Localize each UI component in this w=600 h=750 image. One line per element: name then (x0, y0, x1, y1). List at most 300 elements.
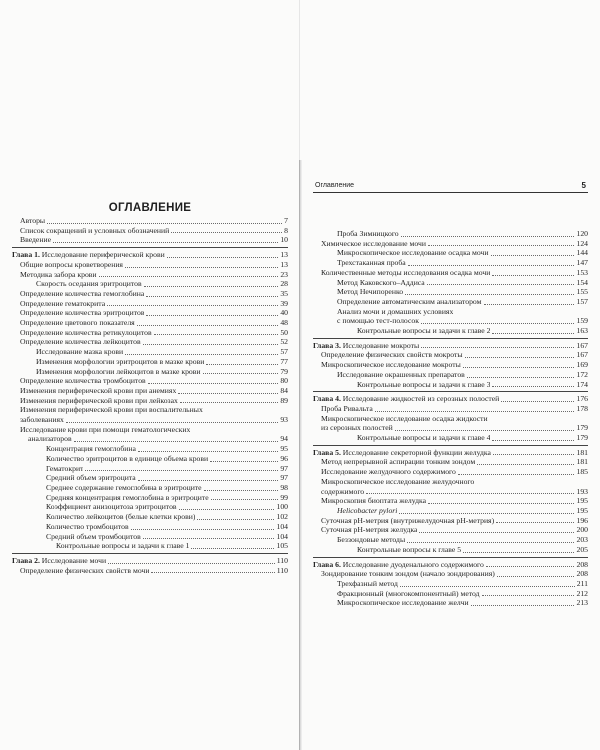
chapter-label: Глава 1. (12, 250, 40, 260)
toc-page-number: 97 (280, 463, 288, 473)
toc-entry (12, 386, 288, 396)
toc-entry (12, 367, 288, 377)
toc-divider (313, 338, 588, 339)
toc-page-number: 105 (276, 541, 288, 551)
toc-entry-text: Контрольные вопросы и задачи к главе 2 (357, 326, 491, 336)
toc-entry-text: Анализ мочи и домашних условиях (337, 306, 454, 316)
toc-chapter-entry (313, 560, 588, 570)
toc-entry-text: Определение количества гемоглобина (20, 288, 145, 298)
toc-entry-text: Количество лейкоцитов (белые клетки крови) (46, 512, 196, 522)
toc-page-number: 102 (276, 512, 288, 522)
toc-page-number: 48 (280, 318, 288, 328)
toc-title: ОГЛАВЛЕНИЕ (108, 202, 192, 214)
toc-entry-text: Химическое исследование мочи (321, 238, 426, 248)
leader-dots (180, 402, 278, 403)
toc-page-number: 57 (280, 347, 288, 357)
toc-entry (12, 299, 288, 309)
toc-entry (12, 473, 288, 483)
toc-entry (313, 589, 588, 599)
toc-page-number: 79 (280, 366, 288, 376)
chapter-label: Глава 2. (12, 555, 40, 565)
leader-dots (501, 401, 574, 402)
toc-entry-text: с помощью тест-полосок (337, 316, 419, 326)
toc-page-number: 195 (576, 505, 588, 515)
toc-entry-text: Метод Нечипоренко (337, 287, 404, 297)
toc-entry-text: Гематокрит (46, 463, 84, 473)
leader-dots (428, 245, 574, 246)
toc-entry (313, 414, 588, 424)
toc-page-number: 208 (576, 569, 588, 579)
toc-page-number: 104 (276, 531, 288, 541)
toc-entry-text: Микроскопическое исследование желудочного (321, 476, 475, 486)
toc-divider (313, 391, 588, 392)
running-head (313, 181, 588, 193)
toc-entry-text: Общие вопросы кроветворения (20, 259, 123, 269)
toc-page-number: 99 (280, 492, 288, 502)
toc-entry-text: Изменения периферической крови при воспалительных (20, 405, 203, 415)
leader-dots (492, 440, 574, 441)
toc-page-number: 159 (576, 316, 588, 326)
toc-right (313, 229, 588, 608)
leader-dots (375, 411, 575, 412)
toc-entry (12, 493, 288, 503)
toc-entry (313, 326, 588, 336)
toc-entry (313, 433, 588, 443)
toc-entry-text: Суточная рН-метрия (внутрижелудочная рН-метрия) (321, 515, 495, 525)
toc-page-number: 50 (280, 327, 288, 337)
leader-dots (405, 294, 574, 295)
leader-dots (151, 572, 274, 573)
toc-chapter-entry (313, 341, 588, 351)
toc-entry-text: Фракционный (многокомпонентный) метод (337, 588, 480, 598)
toc-entry (12, 376, 288, 386)
leader-dots (191, 548, 274, 549)
toc-chapter-entry (313, 394, 588, 404)
toc-page-number: 205 (576, 544, 588, 554)
toc-page-number: 167 (576, 340, 588, 350)
toc-page-number: 193 (576, 486, 588, 496)
toc-page-number: 178 (576, 403, 588, 413)
toc-entry-text: Беззондовые методы (337, 535, 406, 545)
toc-page-number: 77 (280, 356, 288, 366)
toc-entry (12, 235, 288, 245)
toc-entry (313, 457, 588, 467)
toc-entry (12, 425, 288, 435)
toc-page-number: 155 (576, 287, 588, 297)
toc-entry (12, 289, 288, 299)
toc-entry-text: Средняя концентрация гемоглобина в эритроците (46, 492, 209, 502)
toc-page-number: 13 (280, 259, 288, 269)
toc-entry (313, 316, 588, 326)
toc-entry-text: Исследование мазка крови (36, 347, 124, 357)
toc-page-number: 181 (576, 457, 588, 467)
toc-page-number: 120 (576, 229, 588, 238)
toc-entry (12, 260, 288, 270)
leader-dots (206, 364, 278, 365)
toc-page-number: 203 (576, 535, 588, 545)
toc-page-number: 95 (280, 444, 288, 454)
toc-entry-text: Концентрация гемоглобина (46, 444, 136, 454)
toc-page-number: 195 (576, 496, 588, 506)
toc-entry (313, 258, 588, 268)
leader-dots (211, 499, 279, 500)
toc-entry (313, 525, 588, 535)
toc-left (12, 216, 288, 575)
toc-entry-text: Микроскопическое исследование мокроты (321, 360, 461, 370)
leader-dots (463, 367, 575, 368)
toc-entry-text: Список сокращений и условных обозначений (20, 225, 170, 235)
leader-dots (482, 595, 575, 596)
toc-page-number: 39 (280, 298, 288, 308)
toc-chapter-entry (313, 448, 588, 458)
leader-dots (492, 275, 574, 276)
toc-entry (313, 569, 588, 579)
leader-dots (421, 347, 574, 348)
toc-entry-text: Трехфазный метод (337, 578, 398, 588)
toc-entry (313, 370, 588, 380)
toc-entry (313, 248, 588, 258)
toc-entry-text: из серозных полостей (321, 423, 393, 433)
toc-divider (313, 557, 588, 558)
toc-entry-text: Введение (20, 235, 51, 245)
toc-divider (12, 247, 288, 248)
toc-page-number: 157 (576, 296, 588, 306)
toc-entry-text: Определение физических свойств мочи (20, 565, 150, 575)
leader-dots (400, 586, 575, 587)
leader-dots (99, 276, 279, 277)
toc-divider (313, 445, 588, 446)
toc-entry-text: Исследование периферической крови (41, 250, 165, 260)
toc-entry-text: Проба Ривальта (321, 403, 373, 413)
toc-entry-text: Авторы (20, 216, 46, 225)
chapter-label: Глава 4. (313, 394, 341, 404)
leader-dots (167, 257, 279, 258)
page-number: 5 (581, 181, 586, 190)
toc-entry (313, 516, 588, 526)
toc-entry (12, 464, 288, 474)
toc-entry (313, 496, 588, 506)
toc-page-number: 144 (576, 248, 588, 258)
toc-page-number: 163 (576, 326, 588, 336)
toc-entry (12, 566, 288, 576)
toc-page-number: 212 (576, 588, 588, 598)
leader-dots (493, 454, 575, 455)
toc-entry (313, 535, 588, 545)
toc-entry-text: Метод непрерывной аспирации тонким зондом (321, 457, 476, 467)
toc-entry (313, 598, 588, 608)
toc-entry (12, 405, 288, 415)
toc-entry (12, 444, 288, 454)
toc-page-number: 153 (576, 267, 588, 277)
toc-entry (12, 415, 288, 425)
toc-page-number: 96 (280, 453, 288, 463)
leader-dots (395, 430, 575, 431)
toc-entry (12, 318, 288, 328)
toc-entry-text: Средний объем эритроцита (46, 473, 136, 483)
toc-entry-text: Определение количества лейкоцитов (20, 337, 141, 347)
leader-dots (477, 464, 574, 465)
toc-page-number: 13 (280, 250, 288, 260)
toc-entry-text: Исследование мочи (41, 555, 107, 565)
toc-page-number: 179 (576, 433, 588, 443)
toc-entry (313, 239, 588, 249)
toc-page-number: 147 (576, 258, 588, 268)
toc-page-number: 35 (280, 288, 288, 298)
toc-entry (313, 297, 588, 307)
leader-dots (179, 509, 275, 510)
toc-entry-text: Исследование жидкостей из серозных полостей (342, 394, 500, 404)
toc-entry-text: Определение количества ретикулоцитов (20, 327, 152, 337)
leader-dots (146, 315, 278, 316)
toc-entry-text: Исследование окрашенных препаратов (337, 369, 465, 379)
toc-entry-text: Исследование дуоденального содержимого (342, 559, 484, 569)
leader-dots (492, 333, 574, 334)
toc-entry (313, 423, 588, 433)
leader-dots (143, 538, 275, 539)
toc-page-number: 213 (576, 598, 588, 608)
toc-entry-text: Определение количества эритроцитов (20, 308, 145, 318)
toc-entry-text: Исследование мокроты (342, 340, 420, 350)
leader-dots (484, 304, 575, 305)
toc-page-number: 124 (576, 238, 588, 248)
toc-page-number: 98 (280, 482, 288, 492)
toc-entry (12, 216, 288, 226)
leader-dots (138, 451, 278, 452)
toc-page-number: 100 (276, 502, 288, 512)
toc-entry-text: Количественные методы исследования осадка мочи (321, 267, 491, 277)
toc-entry-text: Количество эритроцитов в единице объема крови (46, 453, 209, 463)
toc-entry-text: Зондирование тонким зондом (начало зондирования) (321, 569, 495, 579)
toc-page-number: 172 (576, 369, 588, 379)
page-fold (299, 160, 302, 750)
toc-entry-text: Контрольные вопросы к главе 5 (357, 544, 462, 554)
toc-entry (12, 270, 288, 280)
leader-dots (421, 323, 575, 324)
toc-entry (313, 487, 588, 497)
toc-page-number: 80 (280, 376, 288, 386)
toc-page-number: 97 (280, 473, 288, 483)
toc-entry (12, 279, 288, 289)
toc-entry (12, 541, 288, 551)
leader-dots (203, 373, 279, 374)
toc-page-number: 40 (280, 308, 288, 318)
leader-dots (467, 377, 575, 378)
leader-dots (366, 493, 574, 494)
toc-entry (12, 308, 288, 318)
leader-dots (108, 563, 275, 564)
toc-entry (12, 396, 288, 406)
toc-entry (12, 226, 288, 236)
toc-entry-text: Исследование крови при помощи гематологических (20, 424, 191, 434)
toc-entry (313, 477, 588, 487)
toc-entry (313, 380, 588, 390)
toc-entry-text: Определение гематокрита (20, 298, 106, 308)
toc-entry-text: анализаторов (28, 434, 72, 444)
leader-dots (154, 334, 279, 335)
toc-entry (12, 483, 288, 493)
leader-dots (74, 441, 279, 442)
toc-entry-text: содержимого (321, 486, 365, 496)
toc-entry-text: Определение количества тромбоцитов (20, 376, 146, 386)
toc-page-number: 23 (280, 269, 288, 279)
toc-entry-text: Изменения периферической крови при лейкозах (20, 395, 178, 405)
toc-page-number: 7 (284, 216, 288, 225)
toc-page-number: 94 (280, 434, 288, 444)
toc-chapter-entry (12, 556, 288, 566)
leader-dots (125, 354, 278, 355)
leader-dots (428, 503, 574, 504)
leader-dots (471, 605, 575, 606)
toc-entry-text: Контрольные вопросы и задачи к главе 3 (357, 379, 491, 389)
toc-entry (313, 467, 588, 477)
toc-entry (313, 278, 588, 288)
leader-dots (107, 305, 278, 306)
toc-entry-text: Суточная рН-метрия желудка (321, 525, 418, 535)
toc-entry-text: Микроскопическое исследование осадка мочи (337, 248, 489, 258)
leader-dots (419, 532, 574, 533)
leader-dots (497, 576, 575, 577)
toc-entry-text: Исследование желудочного содержимого (321, 467, 456, 477)
page-fold-top (299, 0, 300, 160)
leader-dots (401, 236, 575, 237)
toc-entry (313, 545, 588, 555)
chapter-label: Глава 6. (313, 559, 341, 569)
toc-page-number: 154 (576, 277, 588, 287)
toc-page-number: 208 (576, 559, 588, 569)
toc-page-number: 52 (280, 337, 288, 347)
toc-entry-text: Трехстаканная проба (337, 258, 406, 268)
toc-entry (313, 229, 588, 239)
toc-entry-text: заболеваниях (20, 415, 64, 425)
toc-page-number: 179 (576, 423, 588, 433)
leader-dots (486, 566, 575, 567)
leader-dots (496, 522, 574, 523)
toc-entry (313, 579, 588, 589)
toc-entry (313, 360, 588, 370)
toc-entry (313, 350, 588, 360)
leader-dots (131, 529, 275, 530)
toc-entry-text: Средний объем тромбоцитов (46, 531, 141, 541)
leader-dots (408, 265, 575, 266)
toc-entry-text: Определение физических свойств мокроты (321, 350, 463, 360)
toc-entry (12, 347, 288, 357)
toc-page-number: 167 (576, 350, 588, 360)
toc-entry (12, 434, 288, 444)
toc-entry (12, 532, 288, 542)
toc-entry (12, 357, 288, 367)
toc-entry-text: Контрольные вопросы и задачи к главе 1 (56, 541, 190, 551)
toc-entry (313, 268, 588, 278)
toc-entry-text: Изменения морфологии эритроцитов в мазке крови (36, 356, 205, 366)
toc-page-number: 181 (576, 447, 588, 457)
toc-page-number: 10 (280, 235, 288, 245)
toc-entry-text: Методика забора крови (20, 269, 97, 279)
toc-page-number: 196 (576, 515, 588, 525)
chapter-label: Глава 5. (313, 447, 341, 457)
toc-page-number: 28 (280, 279, 288, 289)
toc-page-number: 84 (280, 385, 288, 395)
toc-entry-text: Микроскопическое исследование желчи (337, 598, 469, 608)
toc-page-number: 185 (576, 467, 588, 477)
leader-dots (85, 470, 278, 471)
toc-page-number: 110 (276, 565, 288, 575)
toc-page-number: 200 (576, 525, 588, 535)
toc-entry-text: Определение автоматическим анализатором (337, 296, 482, 306)
toc-entry (12, 337, 288, 347)
leader-dots (138, 480, 279, 481)
toc-entry-text: Определение цветового показателя (20, 318, 135, 328)
leader-dots (66, 422, 278, 423)
toc-entry (12, 512, 288, 522)
toc-entry (12, 328, 288, 338)
chapter-label: Глава 3. (313, 340, 341, 350)
toc-entry (12, 522, 288, 532)
toc-page-number: 104 (276, 521, 288, 531)
toc-page-number: 93 (280, 415, 288, 425)
toc-entry (313, 307, 588, 317)
leader-dots (143, 344, 279, 345)
toc-entry (313, 506, 588, 516)
toc-divider (12, 553, 288, 554)
toc-entry-text: Микроскопия биоптата желудка (321, 496, 427, 506)
toc-entry-text: Скорость оседания эритроцитов (36, 279, 142, 289)
leader-dots (463, 552, 574, 553)
toc-entry-text: Helicobacter pylori (337, 505, 398, 515)
toc-entry-text: Среднее содержание гемоглобина в эритроците (46, 482, 202, 492)
leader-dots (148, 383, 279, 384)
toc-entry (313, 287, 588, 297)
leader-dots (146, 296, 278, 297)
toc-page-number: 174 (576, 379, 588, 389)
leader-dots (491, 255, 575, 256)
toc-entry-text: Микроскопическое исследование осадка жидкости (321, 413, 488, 423)
leader-dots (197, 519, 274, 520)
leader-dots (137, 325, 279, 326)
leader-dots (178, 393, 278, 394)
toc-chapter-entry (12, 250, 288, 260)
toc-entry (313, 404, 588, 414)
toc-page-number: 176 (576, 394, 588, 404)
leader-dots (53, 242, 278, 243)
toc-entry (12, 502, 288, 512)
toc-entry-text: Метод Каковского–Аддиса (337, 277, 425, 287)
toc-entry-text: Изменения периферической крови при анемиях (20, 385, 177, 395)
leader-dots (144, 286, 279, 287)
leader-dots (47, 223, 282, 224)
toc-page-number: 89 (280, 395, 288, 405)
leader-dots (204, 490, 279, 491)
toc-entry-text: Проба Зимницкого (337, 229, 399, 238)
leader-dots (399, 513, 574, 514)
toc-page-number: 110 (276, 555, 288, 565)
leader-dots (210, 461, 278, 462)
toc-page-number: 211 (576, 578, 588, 588)
toc-entry-text: Исследование секреторной функции желудка (342, 447, 491, 457)
toc-page-number: 169 (576, 360, 588, 370)
leader-dots (465, 357, 575, 358)
toc-entry-text: Изменения морфологии лейкоцитов в мазке крови (36, 366, 201, 376)
toc-page-number: 8 (284, 225, 288, 235)
running-head-title: Оглавление (315, 182, 355, 189)
leader-dots (407, 542, 574, 543)
toc-entry-text: Количество тромбоцитов (46, 521, 129, 531)
toc-entry-text: Контрольные вопросы и задачи к главе 4 (357, 433, 491, 443)
leader-dots (458, 474, 575, 475)
leader-dots (492, 386, 574, 387)
toc-entry-text: Коэффициент анизоцитоза эритроцитов (46, 502, 177, 512)
leader-dots (427, 284, 575, 285)
leader-dots (171, 232, 282, 233)
